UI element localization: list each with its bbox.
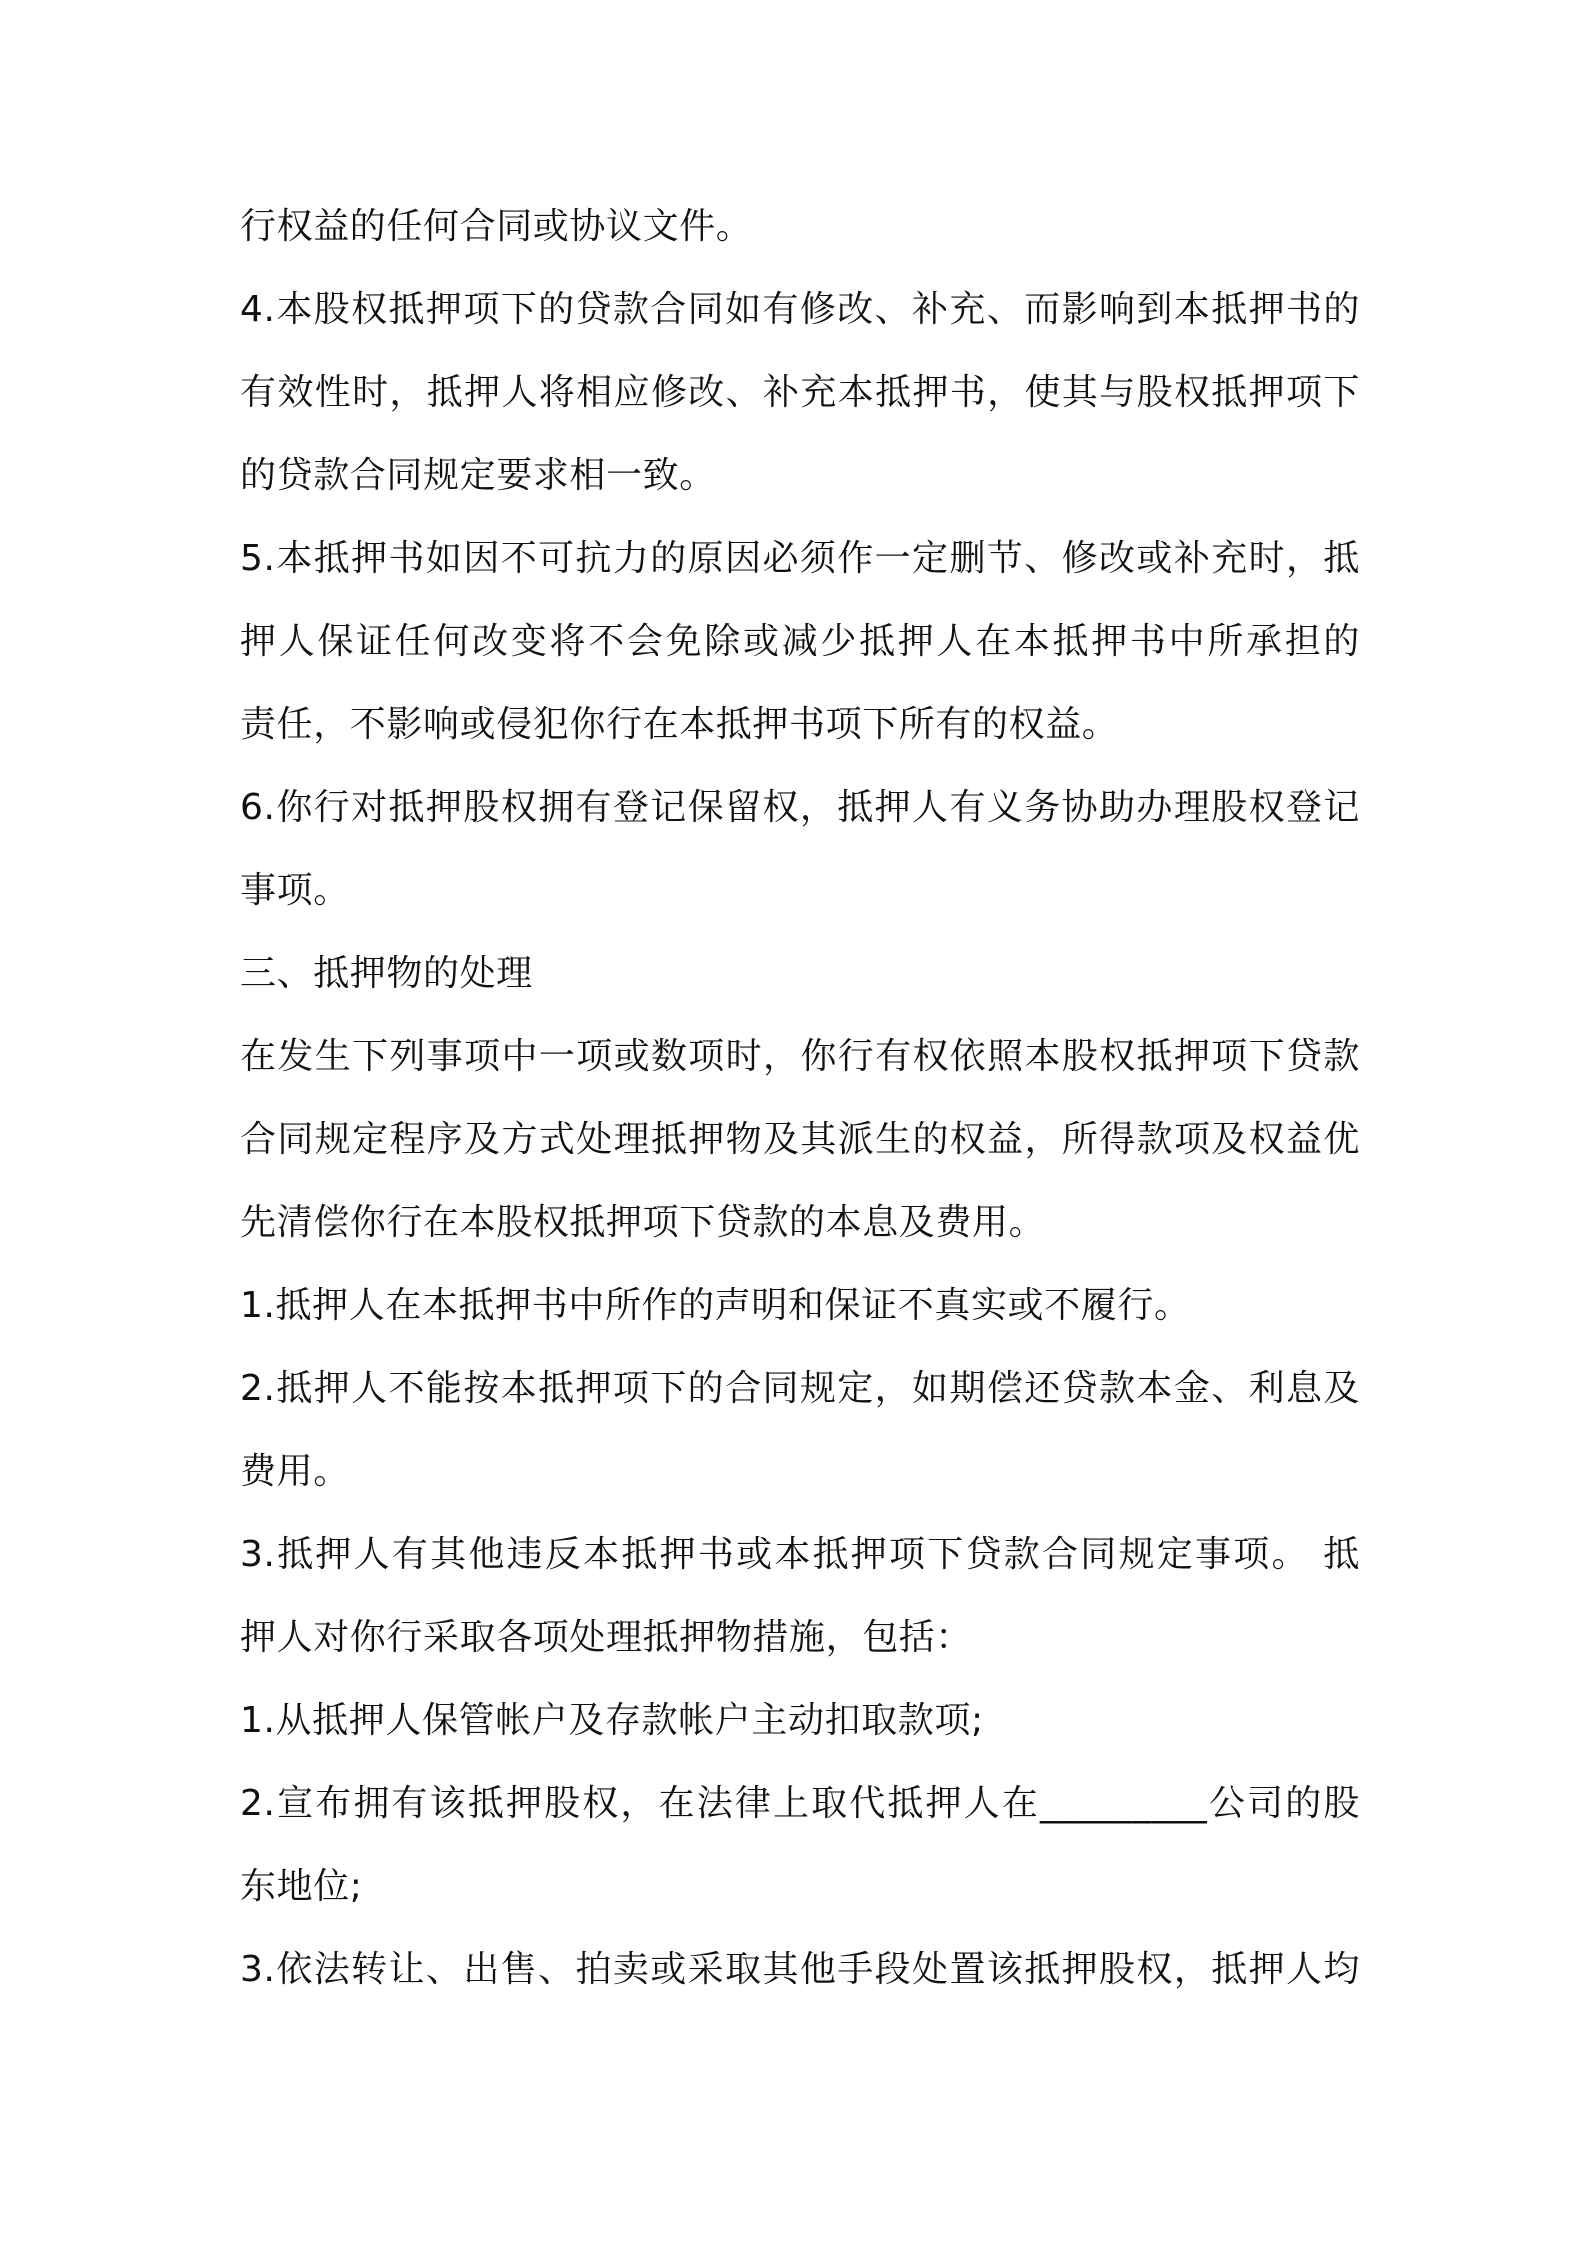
text-line-2: 4.本股权抵押项下的贷款合同如有修改、补充、而影响到本抵押书的 [240, 289, 1360, 330]
text-line-7: 责任，不影响或侵犯你行在本抵押书项下所有的权益。 [240, 704, 1119, 745]
text-line-20: 2.宣布拥有该抵押股权，在法律上取代抵押人在_________公司的股 [240, 1783, 1360, 1824]
text-line-1: 行权益的任何合同或协议文件。 [240, 206, 753, 247]
text-line-4: 的贷款合同规定要求相一致。 [240, 455, 716, 496]
text-line-19: 1.从抵押人保管帐户及存款帐户主动扣取款项; [240, 1700, 984, 1741]
text-line-6: 押人保证任何改变将不会免除或减少抵押人在本抵押书中所承担的 [240, 621, 1360, 662]
text-line-22: 3.依法转让、出售、拍卖或采取其他手段处置该抵押股权，抵押人均 [240, 1949, 1360, 1990]
text-line-12: 合同规定程序及方式处理抵押物及其派生的权益，所得款项及权益优 [240, 1119, 1360, 1160]
text-line-17: 3.抵押人有其他违反本抵押书或本抵押项下贷款合同规定事项。 抵 [240, 1534, 1360, 1575]
text-line-18: 押人对你行采取各项处理抵押物措施，包括： [240, 1617, 973, 1658]
text-line-11: 在发生下列事项中一项或数项时，你行有权依照本股权抵押项下贷款 [240, 1036, 1360, 1077]
text-line-16: 费用。 [240, 1451, 350, 1492]
text-line-14: 1.抵押人在本抵押书中所作的声明和保证不真实或不履行。 [240, 1285, 1191, 1326]
text-line-15: 2.抵押人不能按本抵押项下的合同规定，如期偿还贷款本金、利息及 [240, 1368, 1360, 1409]
text-line-3: 有效性时，抵押人将相应修改、补充本抵押书，使其与股权抵押项下 [240, 372, 1360, 413]
section-heading: 三、抵押物的处理 [240, 953, 533, 994]
document-body [240, 199, 1360, 2025]
text-line-8: 6.你行对抵押股权拥有登记保留权，抵押人有义务协助办理股权登记 [240, 787, 1360, 828]
text-line-9: 事项。 [240, 870, 350, 911]
text-line-21: 东地位; [240, 1866, 363, 1907]
text-line-13: 先清偿你行在本股权抵押项下贷款的本息及费用。 [240, 1202, 1046, 1243]
text-line-5: 5.本抵押书如因不可抗力的原因必须作一定删节、修改或补充时，抵 [240, 538, 1360, 579]
